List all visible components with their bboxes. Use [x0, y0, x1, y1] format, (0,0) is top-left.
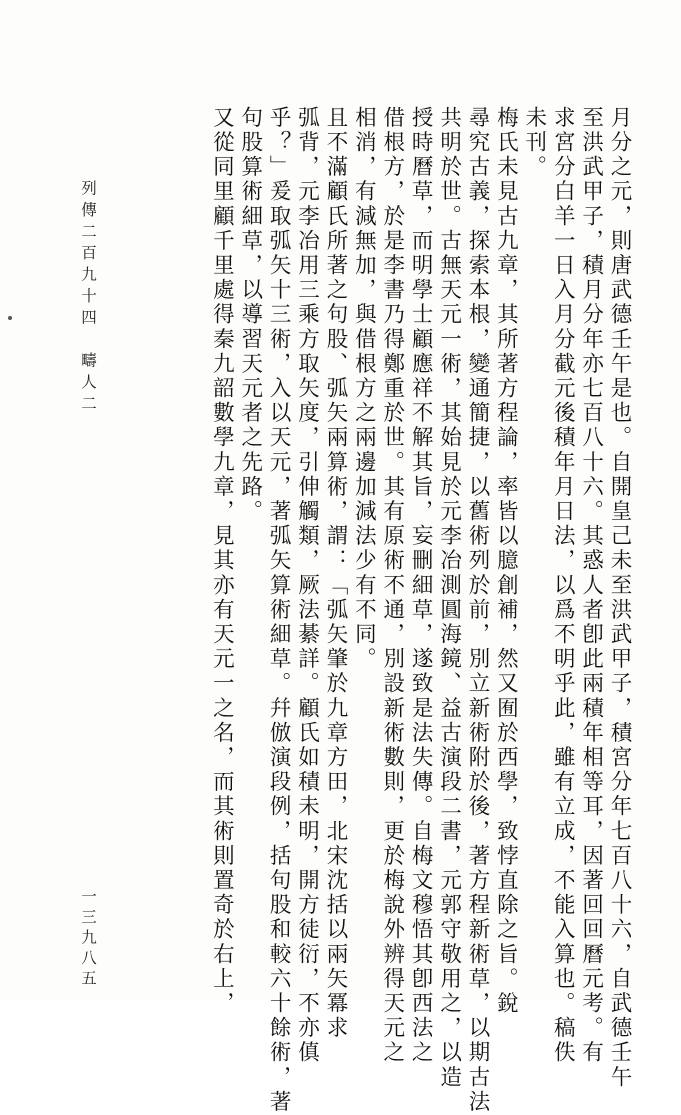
running-title: 列傳二百九十四 疇人二 — [79, 180, 97, 417]
text-column: 至洪武甲子，積月分年亦七百八十六。其惑人者卽此兩積年相等耳，因著回回曆元考。有 — [578, 106, 604, 1066]
text-column: 又從同里顧千里處得秦九韶數學九章，見其亦有天元一之名，而其術則置奇於右上， — [209, 106, 235, 1017]
page-number: 一三九八五 — [79, 888, 97, 991]
text-column: 未刊。 — [521, 106, 547, 180]
text-column: 借根方，於是李書乃得鄭重於世。其有原術不通，別設新術數則，更於梅說外辨得天元之 — [379, 106, 405, 1066]
text-column: 共明於世。古無天元一術，其始見於元李冶測圓海鏡、益古演段二書，元郭守敬用之，以造 — [436, 106, 462, 1090]
text-column: 月分之元，則唐武德壬午是也。自開皇己未至洪武甲子，積宮分年七百八十六，自武德壬午 — [607, 106, 632, 1090]
text-column: 梅氏未見古九章，其所著方程論，率皆以臆創補，然又囿於西學，致悖直除之旨。銳 — [493, 106, 519, 1017]
text-column: 乎？」爰取弧矢十三術，入以天元，著弧矢算術細草。幷倣演段例，括句股和較六十餘術，著 — [266, 106, 292, 1115]
margin-dot — [8, 316, 12, 320]
text-column: 授時曆草，而明學士顧應祥不解其旨，妄刪細草，遂致是法失傳。自梅文穆悟其卽西法之 — [408, 106, 434, 1066]
text-column: 弧背，元李冶用三乘方取矢度，引伸觸類，厥法綦詳。顧氏如積未明，開方徒衍，不亦傎 — [294, 106, 320, 1066]
text-column: 尋究古義，探索本根，變通簡捷，以舊術列於前，別立新術附於後，著方程新術草，以期古法 — [464, 106, 490, 1115]
text-column: 相消，有減無加，與借根方之兩邊加減法少有不同。 — [351, 106, 377, 672]
text-column: 求宮分白羊一日入月分截元後積年月日法，以爲不明乎此，雖有立成，不能入算也。稿佚 — [550, 106, 576, 1066]
text-column: 且不滿顧氏所著之句股、弧矢兩算術，謂：「弧矢肇於九章方田，北宋沈括以兩矢冪求 — [322, 106, 348, 1041]
body-text — [207, 106, 633, 1115]
text-column: 句股算術細草，以導習天元者之先路。 — [237, 106, 263, 525]
